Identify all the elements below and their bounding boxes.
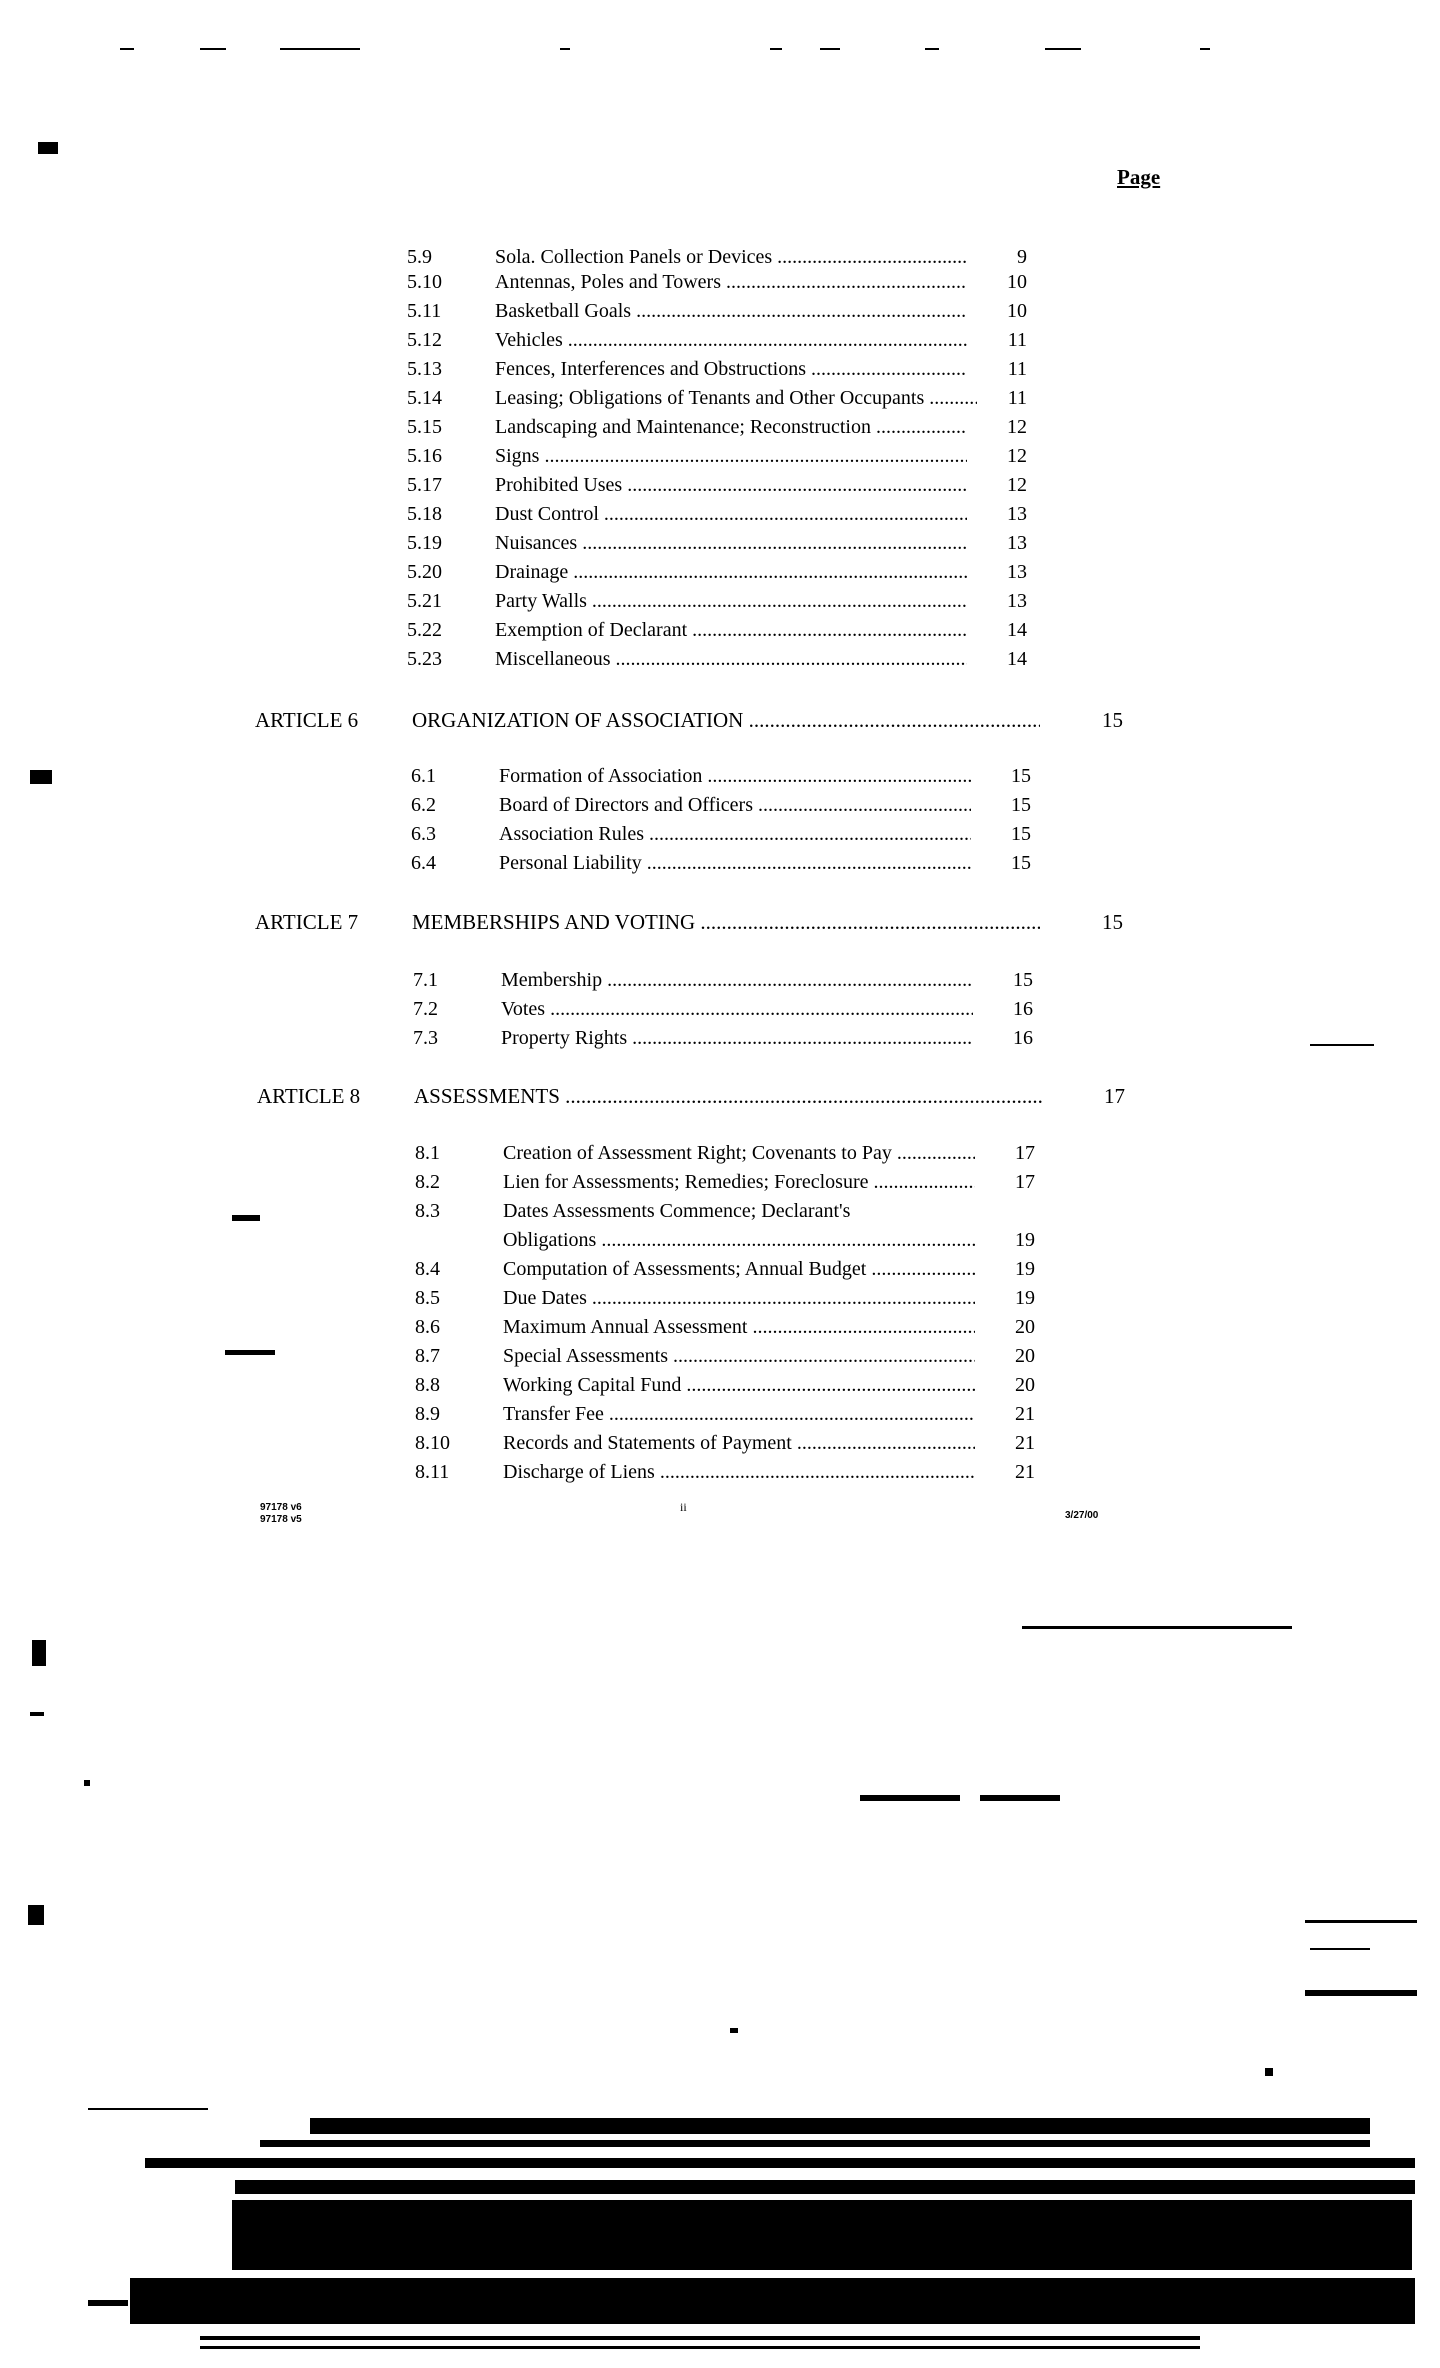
scan-line-right-4	[1310, 1948, 1370, 1950]
toc-entry-title: Board of Directors and Officers .....	[499, 791, 971, 819]
toc-entry-title: Association Rules .....	[499, 820, 971, 848]
scan-mark-top-left	[38, 142, 58, 154]
toc-entry-title: Basketball Goals .....	[495, 297, 967, 325]
toc-entry-page: 9	[1017, 246, 1027, 268]
scan-mark-left-5	[30, 1712, 44, 1716]
toc-entry-number: 8.6	[415, 1316, 440, 1338]
toc-entry-title: Lien for Assessments; Remedies; Foreclosure .....	[503, 1168, 975, 1196]
toc-entry-title: Discharge of Liens .....	[503, 1458, 975, 1486]
toc-entry-page: 15	[1013, 969, 1033, 991]
toc-entry	[413, 966, 1033, 994]
toc-entry-title: Fences, Interferences and Obstructions .....	[495, 355, 967, 383]
scan-mark-left-2	[232, 1215, 260, 1221]
toc-entry-number: 5.10	[407, 271, 442, 293]
toc-entry-number: 8.5	[415, 1287, 440, 1309]
toc-entry-page: 20	[1015, 1345, 1035, 1367]
toc-entry	[407, 558, 1027, 586]
toc-entry-page: 15	[1011, 765, 1031, 787]
article-page: 15	[1102, 708, 1123, 732]
scan-mark-left-3	[225, 1350, 275, 1355]
toc-entry-number: 8.1	[415, 1142, 440, 1164]
scan-line-right-5	[1305, 1990, 1417, 1996]
toc-entry-number: 5.15	[407, 416, 442, 438]
article-label: ARTICLE 8	[257, 1084, 361, 1108]
toc-entry-number: 5.17	[407, 474, 442, 496]
toc-entry-page: 12	[1007, 474, 1027, 496]
document-id	[260, 1502, 302, 1526]
toc-entry-continuation	[415, 1226, 1035, 1254]
toc-entry-page: 13	[1007, 503, 1027, 525]
toc-entry-title: Nuisances .....	[495, 529, 967, 557]
toc-entry-title: Signs .....	[495, 442, 967, 470]
document-id-line-1: 97178 v6	[260, 1502, 302, 1513]
toc-entry-title: Vehicles .....	[495, 326, 967, 354]
toc-entry-title: Votes .....	[501, 995, 973, 1023]
toc-entry-title: Maximum Annual Assessment .....	[503, 1313, 975, 1341]
toc-entry-title: Dust Control .....	[495, 500, 967, 528]
scan-bar-2	[310, 2118, 1370, 2134]
toc-entry-number: 5.21	[407, 590, 442, 612]
toc-entry-number: 8.10	[415, 1432, 450, 1454]
document-date: 3/27/00	[1065, 1510, 1099, 1521]
toc-entry-page: 13	[1007, 590, 1027, 612]
article-title: ASSESSMENTS .....	[414, 1082, 1042, 1110]
toc-entry-page: 10	[1007, 271, 1027, 293]
toc-entry	[407, 442, 1027, 470]
scan-block-2	[130, 2278, 1415, 2324]
toc-entry-title: Computation of Assessments; Annual Budget .....	[503, 1255, 975, 1283]
toc-entry	[407, 500, 1027, 528]
toc-entry-title: Membership .....	[501, 966, 973, 994]
scan-dash-top-2	[200, 48, 226, 50]
toc-entry-number: 7.2	[413, 998, 438, 1020]
scan-dash-top-9	[1200, 48, 1210, 50]
scan-line-right-2	[1022, 1626, 1292, 1629]
toc-entry-number: 8.8	[415, 1374, 440, 1396]
toc-entry-title: Antennas, Poles and Towers .....	[495, 268, 967, 296]
toc-entry-page: 16	[1013, 998, 1033, 1020]
toc-entry-title: Working Capital Fund .....	[503, 1371, 975, 1399]
toc-entry	[415, 1400, 1035, 1428]
toc-entry-page: 21	[1015, 1432, 1035, 1454]
toc-entry	[413, 1024, 1033, 1052]
toc-entry	[415, 1458, 1035, 1486]
toc-entry-page: 15	[1011, 823, 1031, 845]
scan-dash-top-4	[560, 48, 570, 50]
scan-bar-6	[88, 2300, 128, 2306]
toc-entry	[415, 1284, 1035, 1312]
article-page: 15	[1102, 910, 1123, 934]
scan-mark-left-1	[30, 770, 52, 784]
toc-entry-title: Property Rights .....	[501, 1024, 973, 1052]
toc-entry	[407, 268, 1027, 296]
toc-entry-page: 10	[1007, 300, 1027, 322]
toc-entry-title: Transfer Fee .....	[503, 1400, 975, 1428]
toc-entry-page: 11	[1007, 329, 1027, 351]
scan-smudge-2	[980, 1795, 1060, 1801]
toc-entry-title: Drainage .....	[495, 558, 967, 586]
toc-entry	[415, 1371, 1035, 1399]
toc-entry	[413, 995, 1033, 1023]
scan-smudge-1	[860, 1795, 960, 1801]
toc-entry-title-continuation: Obligations .....	[503, 1226, 975, 1254]
toc-entry-number: 5.20	[407, 561, 442, 583]
toc-entry	[415, 1139, 1035, 1167]
toc-entry-page: 20	[1015, 1316, 1035, 1338]
toc-entry-title: Formation of Association .....	[499, 762, 971, 790]
toc-entry-page: 20	[1015, 1374, 1035, 1396]
document-id-line-2: 97178 v5	[260, 1514, 302, 1525]
scan-dash-top-5	[770, 48, 782, 50]
toc-entry-page: 17	[1015, 1142, 1035, 1164]
toc-entry	[411, 762, 1031, 790]
toc-entry-page: 13	[1007, 561, 1027, 583]
toc-entry-number: 8.7	[415, 1345, 440, 1367]
toc-entry-number: 6.3	[411, 823, 436, 845]
toc-entry	[407, 529, 1027, 557]
toc-entry	[407, 413, 1027, 441]
toc-entry	[407, 355, 1027, 383]
article-title: MEMBERSHIPS AND VOTING .....	[412, 908, 1040, 936]
scan-line-right-3	[1305, 1920, 1417, 1923]
toc-entry-title: Personal Liability .....	[499, 849, 971, 877]
toc-entry-number: 8.11	[415, 1461, 450, 1483]
toc-entry	[415, 1197, 1035, 1225]
scan-mark-left-4	[32, 1640, 46, 1666]
article-label: ARTICLE 7	[255, 910, 359, 934]
toc-entry-number: 7.3	[413, 1027, 438, 1049]
scan-dash-top-1	[120, 48, 134, 50]
toc-entry	[407, 587, 1027, 615]
scan-dash-top-7	[925, 48, 939, 50]
toc-entry-number: 8.2	[415, 1171, 440, 1193]
toc-entry-number: 5.23	[407, 648, 442, 670]
toc-entry-title: Creation of Assessment Right; Covenants to Pay .....	[503, 1139, 975, 1167]
page-label: Page	[1117, 165, 1161, 189]
toc-entry-page: 12	[1007, 445, 1027, 467]
toc-entry-number: 5.22	[407, 619, 442, 641]
toc-entry-page: 14	[1007, 648, 1027, 670]
toc-entry-page: 15	[1011, 852, 1031, 874]
toc-entry-page: 15	[1011, 794, 1031, 816]
toc-entry-number: 6.4	[411, 852, 436, 874]
toc-entry	[407, 645, 1027, 673]
article-page: 17	[1104, 1084, 1125, 1108]
toc-entry	[411, 791, 1031, 819]
toc-entry	[415, 1342, 1035, 1370]
toc-entry-number: 6.2	[411, 794, 436, 816]
toc-entry-page: 19	[1015, 1287, 1035, 1309]
scan-bar-7	[200, 2336, 1200, 2340]
toc-entry	[411, 820, 1031, 848]
toc-entry-title: Miscellaneous .....	[495, 645, 967, 673]
scan-bar-8	[200, 2346, 1200, 2349]
article-label: ARTICLE 6	[255, 708, 359, 732]
toc-entry-number: 5.11	[407, 300, 442, 322]
toc-entry	[415, 1429, 1035, 1457]
toc-entry-page: 12	[1007, 416, 1027, 438]
toc-entry-number: 7.1	[413, 969, 438, 991]
toc-entry-number: 5.19	[407, 532, 442, 554]
toc-entry-number: 5.14	[407, 387, 442, 409]
toc-entry-page: 19	[1015, 1258, 1035, 1280]
scan-dot-3	[1265, 2068, 1273, 2076]
toc-entry-number: 8.4	[415, 1258, 440, 1280]
toc-entry-page: 21	[1015, 1403, 1035, 1425]
scan-bar-4	[145, 2158, 1415, 2168]
toc-entry-number: 8.9	[415, 1403, 440, 1425]
scan-bar-3	[260, 2140, 1370, 2147]
toc-entry-page: 17	[1015, 1171, 1035, 1193]
scan-block-1	[232, 2200, 1412, 2270]
toc-entry-title: Party Walls .....	[495, 587, 967, 615]
scan-dot-2	[730, 2028, 738, 2033]
scan-mark-left-6	[28, 1905, 44, 1925]
toc-entry-title: Records and Statements of Payment .....	[503, 1429, 975, 1457]
toc-entry	[415, 1313, 1035, 1341]
scan-dash-top-3	[280, 48, 360, 50]
toc-entry	[407, 326, 1027, 354]
page-number: ii	[680, 1500, 687, 1514]
toc-entry-page: 19	[1015, 1229, 1035, 1251]
toc-entry-title: Dates Assessments Commence; Declarant's	[503, 1200, 851, 1222]
toc-entry	[407, 384, 1027, 412]
toc-entry-title: Exemption of Declarant .....	[495, 616, 967, 644]
toc-entry-number: 6.1	[411, 765, 436, 787]
toc-entry	[407, 297, 1027, 325]
toc-entry-page: 16	[1013, 1027, 1033, 1049]
toc-entry-number: 8.3	[415, 1200, 440, 1222]
toc-entry-page: 11	[1007, 358, 1027, 380]
scan-dash-top-6	[820, 48, 840, 50]
toc-entry	[407, 616, 1027, 644]
toc-entry	[411, 849, 1031, 877]
toc-entry	[415, 1255, 1035, 1283]
toc-entry-page: 11	[1007, 387, 1027, 409]
toc-entry-title: Special Assessments .....	[503, 1342, 975, 1370]
toc-entry	[407, 471, 1027, 499]
toc-entry-number: 5.16	[407, 445, 442, 467]
toc-entry-number: 5.18	[407, 503, 442, 525]
scan-bar-5	[235, 2180, 1415, 2194]
scan-bar-1	[88, 2108, 208, 2110]
toc-entry	[415, 1168, 1035, 1196]
scan-dot-1	[84, 1780, 90, 1786]
toc-entry-page: 13	[1007, 532, 1027, 554]
toc-entry-title: Prohibited Uses .....	[495, 471, 967, 499]
toc-entry-title: Leasing; Obligations of Tenants and Other Occupants .....	[495, 384, 977, 412]
toc-entry-number: 5.12	[407, 329, 442, 351]
article-title: ORGANIZATION OF ASSOCIATION .....	[412, 706, 1040, 734]
toc-entry	[407, 243, 1027, 271]
scan-dash-top-8	[1045, 48, 1081, 50]
toc-entry-title: Sola. Collection Panels or Devices .....	[495, 243, 967, 271]
scan-line-right-1	[1310, 1044, 1374, 1046]
toc-entry-title: Landscaping and Maintenance; Reconstruction .....	[495, 413, 967, 441]
toc-entry-page: 14	[1007, 619, 1027, 641]
toc-entry-title: Due Dates .....	[503, 1284, 975, 1312]
toc-entry-page: 21	[1015, 1461, 1035, 1483]
toc-entry-number: 5.9	[407, 246, 432, 268]
toc-entry-number: 5.13	[407, 358, 442, 380]
